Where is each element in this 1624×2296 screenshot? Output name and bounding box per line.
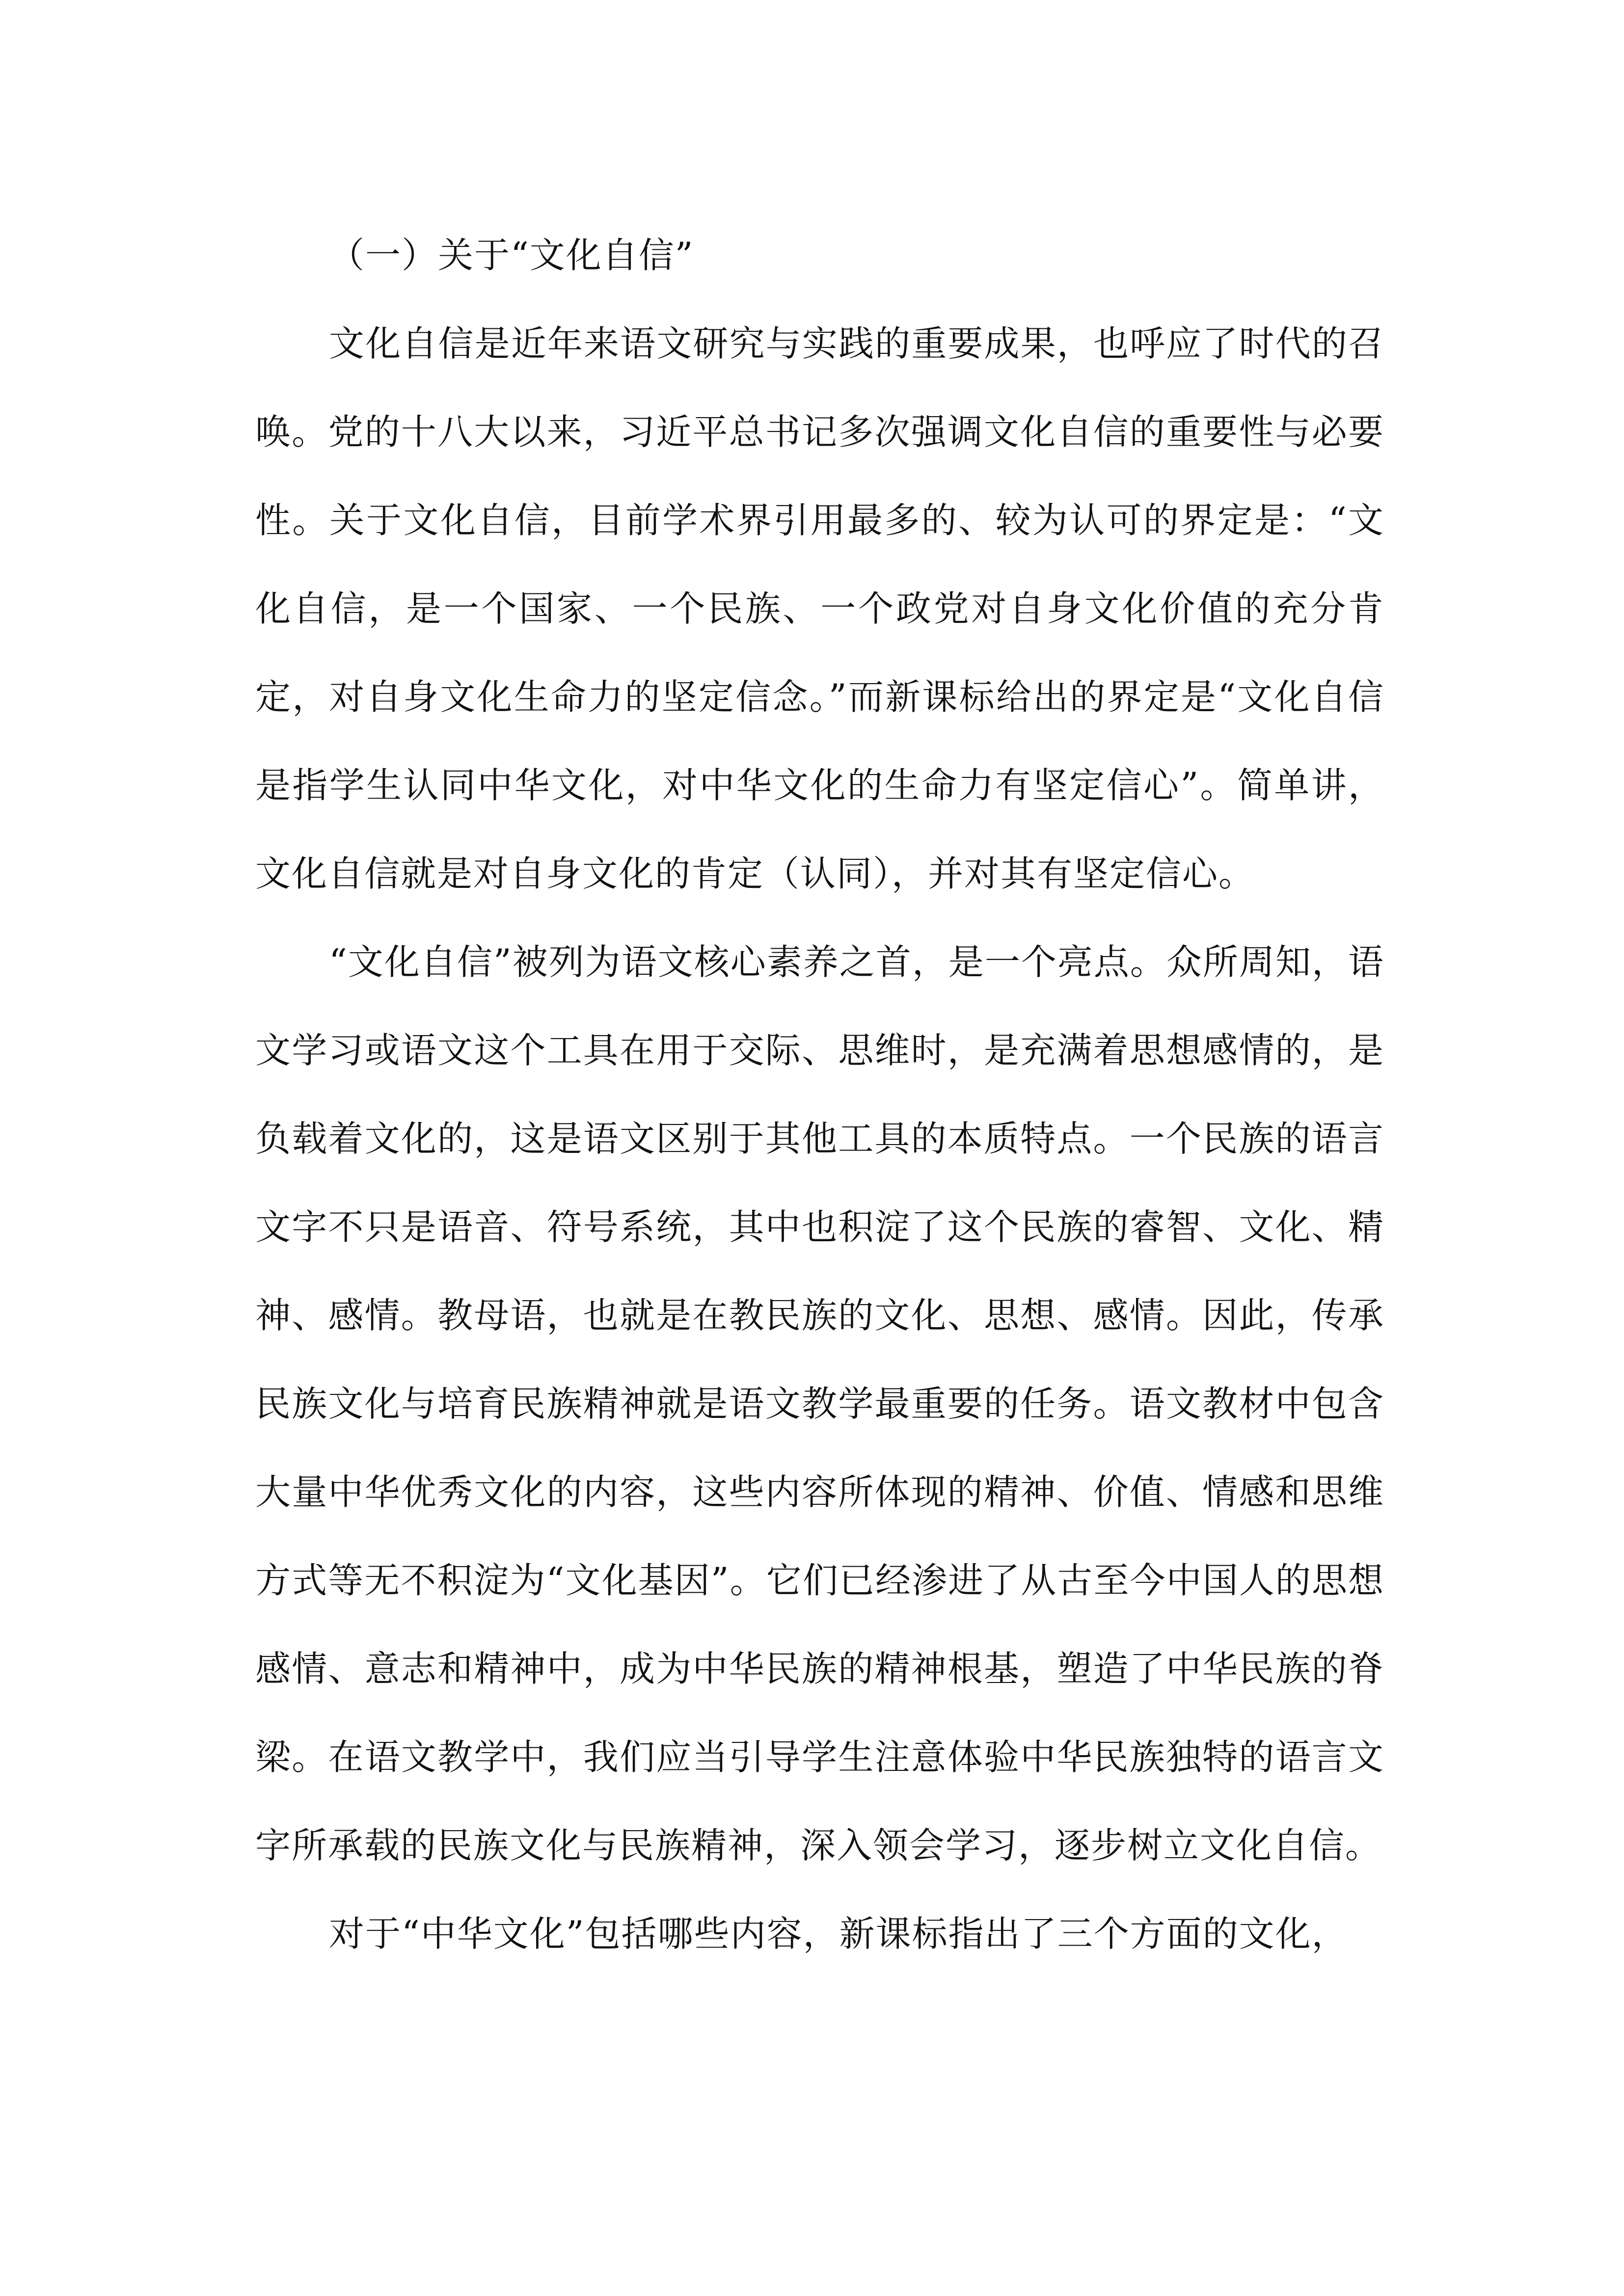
document-body (255, 211, 1384, 1978)
section-heading: （一）关于“文化自信” (329, 235, 694, 276)
paragraph-definition: 文化自信是近年来语文研究与实践的重要成果，也呼应了时代的召唤。党的十八大以来，习近平总书记多次强调文化自信的重要性与必要性。关于文化自信，目前学术界引用最多的、较为认可的界定是：“文化自信，是一个国家、一个民族、一个政党对自身文化价值的充分肯定，对自身文化生命力的坚定信念。”而新课标给出的界定是“文化自信是指学生认同中华文化，对中华文化的生命力有坚定信心”。简单讲，文化自信就是对自身文化的肯定（认同），并对其有坚定信心。 (255, 323, 1384, 894)
paragraph-core-literacy: “文化自信”被列为语文核心素养之首，是一个亮点。众所周知，语文学习或语文这个工具在用于交际、思维时，是充满着思想感情的，是负载着文化的，这是语文区别于其他工具的本质特点。一个民族的语言文字不只是语音、符号系统，其中也积淀了这个民族的睿智、文化、精神、感情。教母语，也就是在教民族的文化、思想、感情。因此，传承民族文化与培育民族精神就是语文教学最重要的任务。语文教材中包含大量中华优秀文化的内容，这些内容所体现的精神、价值、情感和思维方式等无不积淀为“文化基因”。它们已经渗进了从古至今中国人的思想感情、意志和精神中，成为中华民族的精神根基，塑造了中华民族的脊梁。在语文教学中，我们应当引导学生注意体验中华民族独特的语言文字所承载的民族文化与民族精神，深入领会学习，逐步树立文化自信。 (255, 941, 1384, 1866)
paragraph-chinese-culture: 对于“中华文化”包括哪些内容，新课标指出了三个方面的文化， (329, 1913, 1348, 1954)
